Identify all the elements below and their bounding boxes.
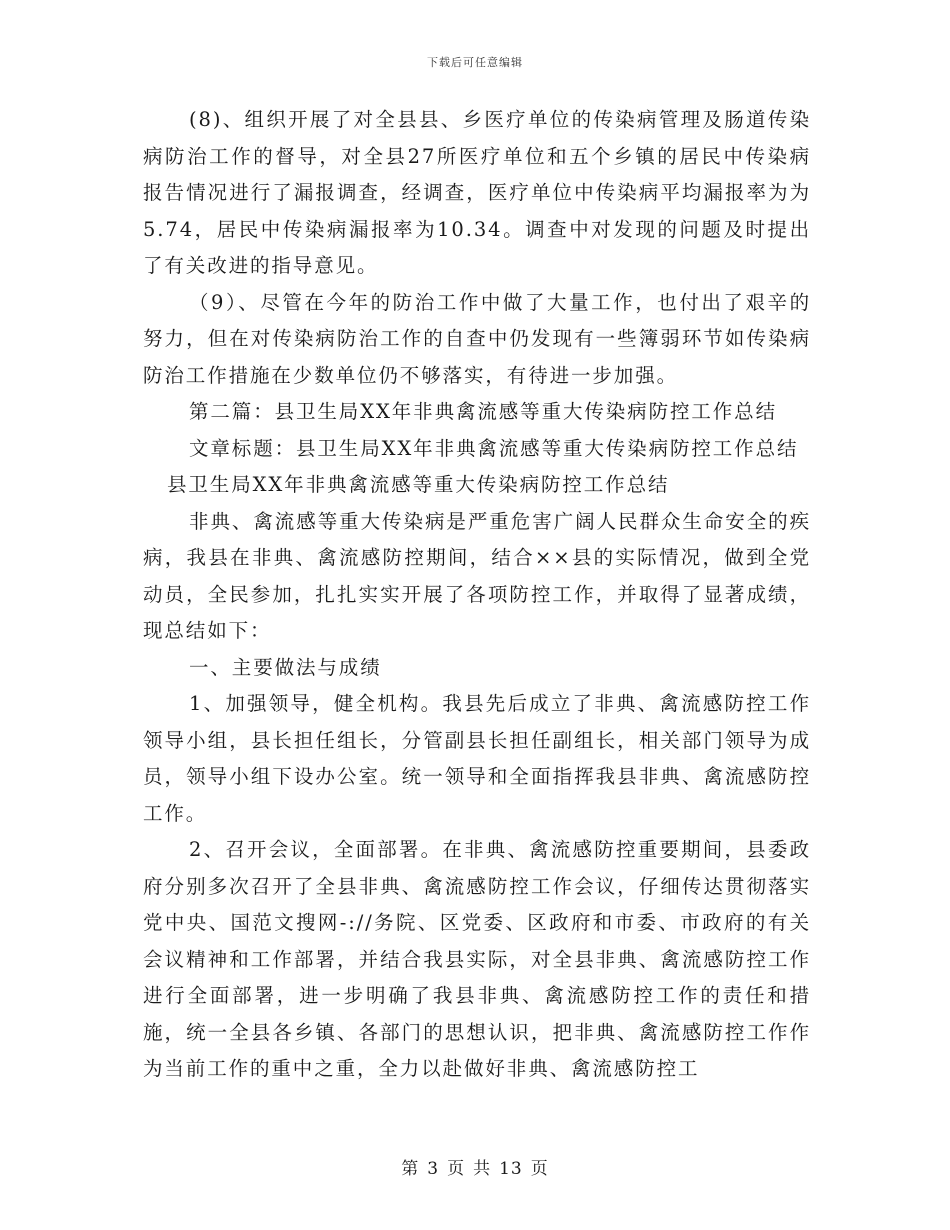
- page-label-suffix: 页: [530, 1159, 549, 1179]
- paragraph-intro: 非典、禽流感等重大传染病是严重危害广阔人民群众生命安全的疾病，我县在非典、禽流感防控期间，结合××县的实际情况，做到全党动员，全民参加，扎扎实实开展了各项防控工作，并取得了显著成绩，现总结如下：: [143, 509, 811, 642]
- paragraph-item-9: （9）、尽管在今年的防治工作中做了大量工作，也付出了艰辛的努力，但在对传染病防治工作的自查中仍发现有一些簿弱环节如传染病防治工作措施在少数单位仍不够落实，有待进一步加强。: [143, 290, 811, 387]
- document-body: [143, 102, 811, 1088]
- article-title: 文章标题：县卫生局XX年非典禽流感等重大传染病防控工作总结: [189, 436, 799, 460]
- paragraph-item-8: (8)、组织开展了对全县县、乡医疗单位的传染病管理及肠道传染病防治工作的督导，对全县27所医疗单位和五个乡镇的居民中传染病报告情况进行了漏报调查，经调查，医疗单位中传染病平均漏报率为为5.74，居民中传染病漏报率为10.34。调查中对发现的问题及时提出了有关改进的指导意见。: [143, 108, 811, 277]
- page-label-prefix: 第: [401, 1159, 420, 1179]
- page-footer: [0, 1154, 950, 1179]
- page-label-mid-2: 共: [473, 1159, 492, 1179]
- paragraph-item-1: 1、加强领导，健全机构。我县先后成立了非典、禽流感防控工作领导小组，县长担任组长，分管副县长担任副组长，相关部门领导为成员，领导小组下设办公室。统一领导和全面指挥我县非典、禽流感防控工作。: [143, 692, 811, 825]
- section-heading-1: 一、主要做法与成绩: [189, 655, 382, 679]
- chapter-heading: 第二篇：县卫生局XX年非典禽流感等重大传染病防控工作总结: [189, 400, 777, 423]
- document-title: 县卫生局XX年非典禽流感等重大传染病防控工作总结: [167, 473, 670, 496]
- page-label-mid-1: 页: [447, 1159, 466, 1179]
- current-page-number: 3: [427, 1159, 440, 1179]
- total-pages-number: 13: [499, 1159, 523, 1179]
- paragraph-item-2: 2、召开会议，全面部署。在非典、禽流感防控重要期间，县委政府分别多次召开了全县非典、禽流感防控工作会议，仔细传达贯彻落实党中央、国范文搜网-://务院、区党委、区政府和市委、市政府的有关会议精神和工作部署，并结合我县实际，对全县非典、禽流感防控工作进行全面部署，进一步明确了我县非典、禽流感防控工作的责任和措施，统一全县各乡镇、各部门的思想认识，把非典、禽流感防控工作作为当前工作的重中之重，全力以赴做好非典、禽流感防控工: [143, 838, 811, 1080]
- page-header: 下载后可任意编辑: [427, 56, 523, 69]
